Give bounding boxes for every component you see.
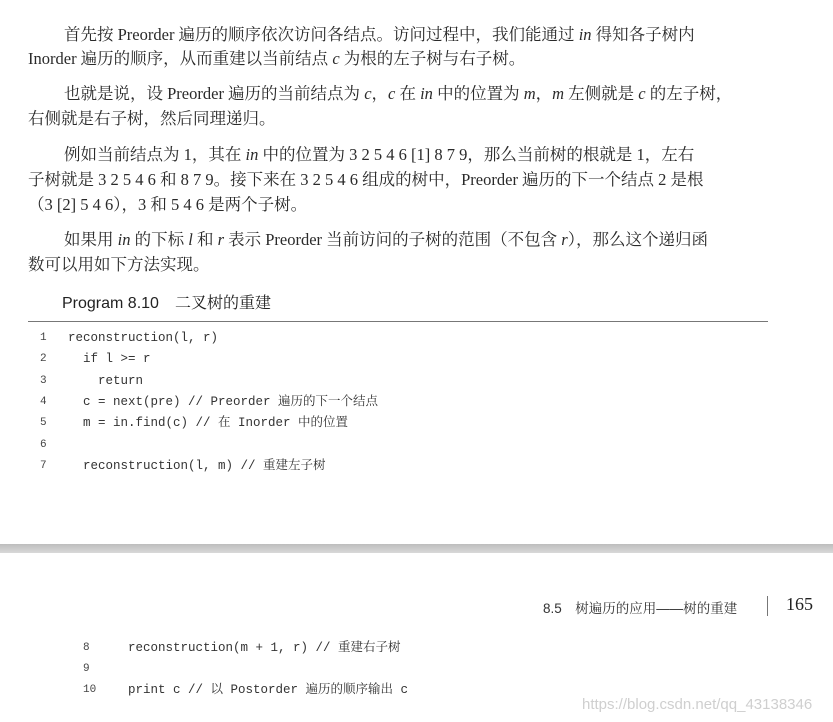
math-variable: m <box>523 84 536 103</box>
math-variable: r <box>561 230 568 249</box>
text-segment: 左侧就是 <box>564 84 639 103</box>
text-segment: 如果用 <box>64 230 118 249</box>
math-variable: in <box>117 230 131 249</box>
line-number: 3 <box>40 374 47 387</box>
line-number: 9 <box>83 663 90 675</box>
text-segment: 中的位置为 3 2 5 4 6 [1] 8 7 9，那么当前树的根就是 1，左右 <box>258 145 695 164</box>
math-variable: r <box>217 230 224 249</box>
page-number: 165 <box>786 594 813 614</box>
text-segment: 右侧就是右子树，然后同理递归。 <box>28 109 276 128</box>
math-variable: in <box>578 25 592 44</box>
code-line: return <box>68 373 144 388</box>
math-variable: l <box>188 230 193 249</box>
math-variable: in <box>245 145 259 164</box>
text-line <box>64 25 695 45</box>
text-segment: 也就是说，设 Preorder 遍历的当前结点为 <box>64 84 365 103</box>
code-line: reconstruction(m + 1, r) // 重建右子树 <box>128 641 401 655</box>
code-line: m = in.find(c) // 在 Inorder 中的位置 <box>68 416 349 431</box>
text-segment: 为根的左子树与右子树。 <box>339 49 526 68</box>
text-segment: 数可以用如下方法实现。 <box>28 255 210 274</box>
line-number: 7 <box>40 459 47 472</box>
text-segment: 中的位置为 <box>432 84 524 103</box>
text-line <box>28 49 525 69</box>
math-variable: c <box>332 49 340 68</box>
text-segment: 首先按 Preorder 遍历的顺序依次访问各结点。访问过程中，我们能通过 <box>64 25 579 44</box>
text-segment: 得知各子树内 <box>591 25 695 44</box>
line-number: 8 <box>83 642 90 654</box>
code-line: reconstruction(l, r) <box>68 331 219 345</box>
math-variable: in <box>420 84 433 103</box>
text-line <box>28 170 704 190</box>
watermark: https://blog.csdn.net/qq_43138346 <box>582 696 813 713</box>
text-line <box>28 109 276 129</box>
text-segment: ， <box>371 84 389 103</box>
text-segment: 例如当前结点为 1，其在 <box>64 145 246 164</box>
text-segment: 表示 Preorder 当前访问的子树的范围（不包含 <box>223 230 562 249</box>
text-segment: ），那么这个递归函 <box>567 230 708 249</box>
text-segment: 的下标 <box>130 230 189 249</box>
text-segment: （3 [2] 5 4 6），3 和 5 4 6 是两个子树。 <box>28 195 308 214</box>
text-segment: 和 <box>192 230 218 249</box>
line-number: 1 <box>40 332 47 344</box>
text-segment: Inorder 遍历的顺序，从而重建以当前结点 <box>28 49 333 68</box>
line-number: 2 <box>40 353 47 366</box>
line-number: 10 <box>83 684 97 696</box>
text-segment: 在 <box>395 84 421 103</box>
math-variable: c <box>388 84 396 103</box>
text-line <box>28 195 307 215</box>
text-segment: 子树就是 3 2 5 4 6 和 8 7 9。接下来在 3 2 5 4 6 组成的树中，Preorder 遍历的下一个结点 2 是根 <box>28 170 704 189</box>
text-line <box>64 84 732 104</box>
code-line: print c // 以 Postorder 遍历的顺序输出 c <box>128 683 409 697</box>
running-header: 8.5 树遍历的应用——树的重建 <box>543 601 738 616</box>
line-number: 6 <box>40 438 47 451</box>
code-line: reconstruction(l, m) // 重建左子树 <box>68 458 326 473</box>
math-variable: c <box>364 84 372 103</box>
line-number: 4 <box>40 395 47 408</box>
code-line: if l >= r <box>68 352 151 367</box>
code-line: c = next(pre) // Preorder 遍历的下一个结点 <box>68 394 379 409</box>
program-rule <box>28 321 768 322</box>
text-segment: 的左子树， <box>645 84 733 103</box>
math-variable: m <box>552 84 565 103</box>
header-separator <box>767 596 768 616</box>
text-line <box>64 230 708 250</box>
math-variable: c <box>638 84 646 103</box>
page-divider <box>0 544 833 553</box>
line-number: 5 <box>40 417 47 430</box>
text-line <box>64 145 694 165</box>
text-line <box>28 255 210 275</box>
program-title: Program 8.10 二叉树的重建 <box>62 295 271 312</box>
text-segment: ， <box>535 84 553 103</box>
